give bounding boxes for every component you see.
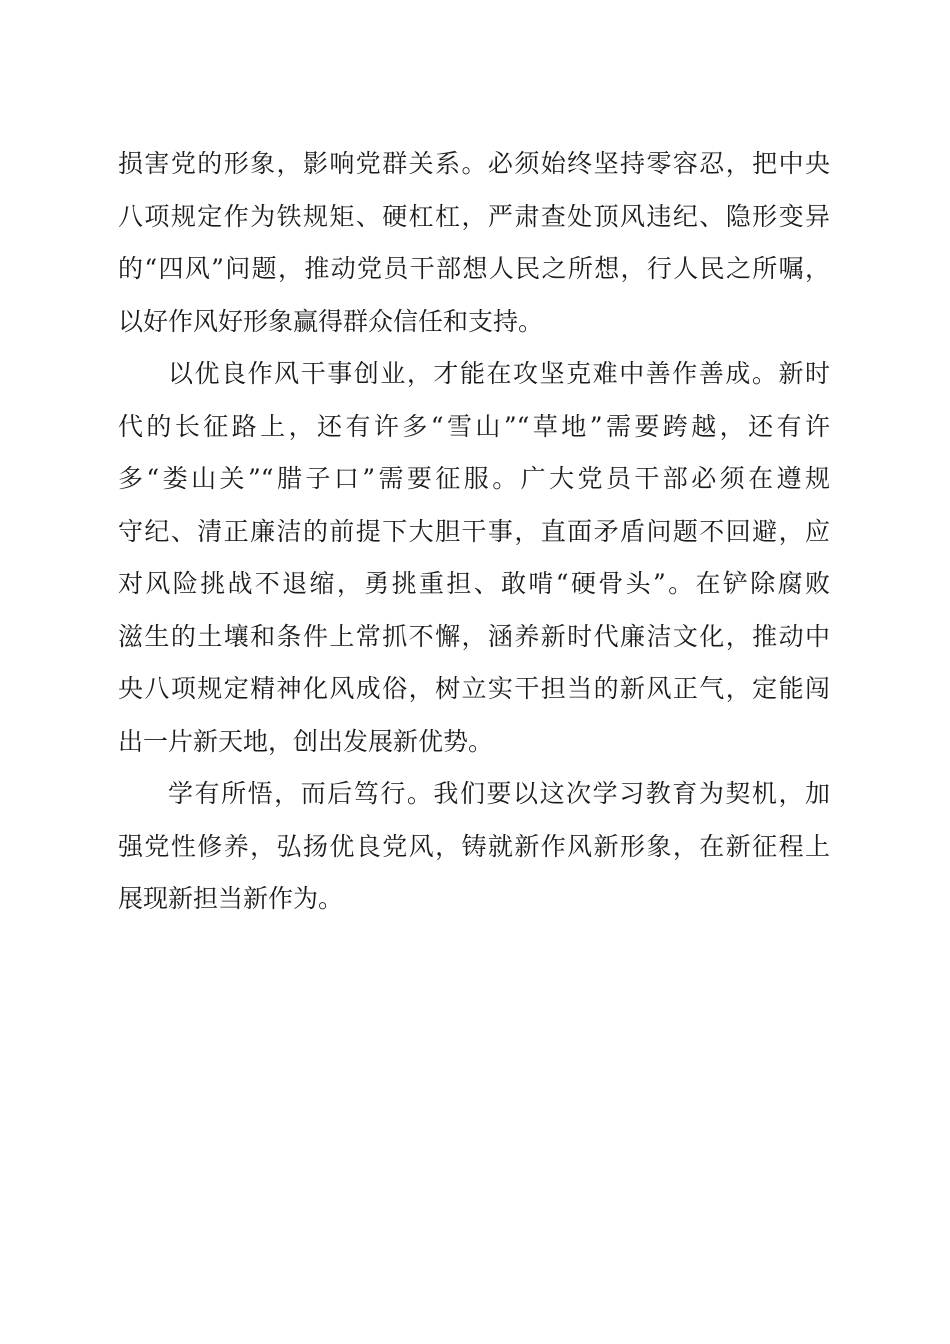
text-line: 的“四风”问题，推动党员干部想人民之所想，行人民之所嘱，	[118, 254, 830, 283]
text-line: 强党性修养，弘扬优良党风，铸就新作风新形象，在新征程上	[118, 831, 830, 861]
text-line: 八项规定作为铁规矩、硬杠杠，严肃查处顶风违纪、隐形变异	[118, 201, 830, 231]
text-line: 滋生的土壤和条件上常抓不懈，涵养新时代廉洁文化，推动中	[118, 621, 830, 651]
text-line: 代的长征路上，还有许多“雪山”“草地”需要跨越，还有许	[118, 411, 830, 441]
text-line: 央八项规定精神化风成俗，树立实干担当的新风正气，定能闯	[118, 674, 830, 703]
document-body	[118, 138, 830, 926]
text-line: 出一片新天地，创出发展新优势。	[118, 726, 494, 756]
text-line: 守纪、清正廉洁的前提下大胆干事，直面矛盾问题不回避，应	[118, 516, 830, 546]
text-line: 对风险挑战不退缩，勇挑重担、敢啃“硬骨头”。在铲除腐败	[118, 569, 830, 598]
text-line: 损害党的形象，影响党群关系。必须始终坚持零容忍，把中央	[118, 149, 830, 178]
text-line: 展现新担当新作为。	[118, 884, 344, 913]
paragraph-3	[118, 768, 830, 926]
paragraph-2	[118, 348, 830, 768]
text-line: 学有所悟，而后笃行。我们要以这次学习教育为契机，加	[168, 779, 830, 808]
text-line: 以优良作风干事创业，才能在攻坚克难中善作善成。新时	[168, 359, 830, 388]
text-line: 以好作风好形象赢得群众信任和支持。	[118, 306, 544, 336]
paragraph-1	[118, 138, 830, 348]
text-line: 多“娄山关”“腊子口”需要征服。广大党员干部必须在遵规	[118, 464, 830, 493]
